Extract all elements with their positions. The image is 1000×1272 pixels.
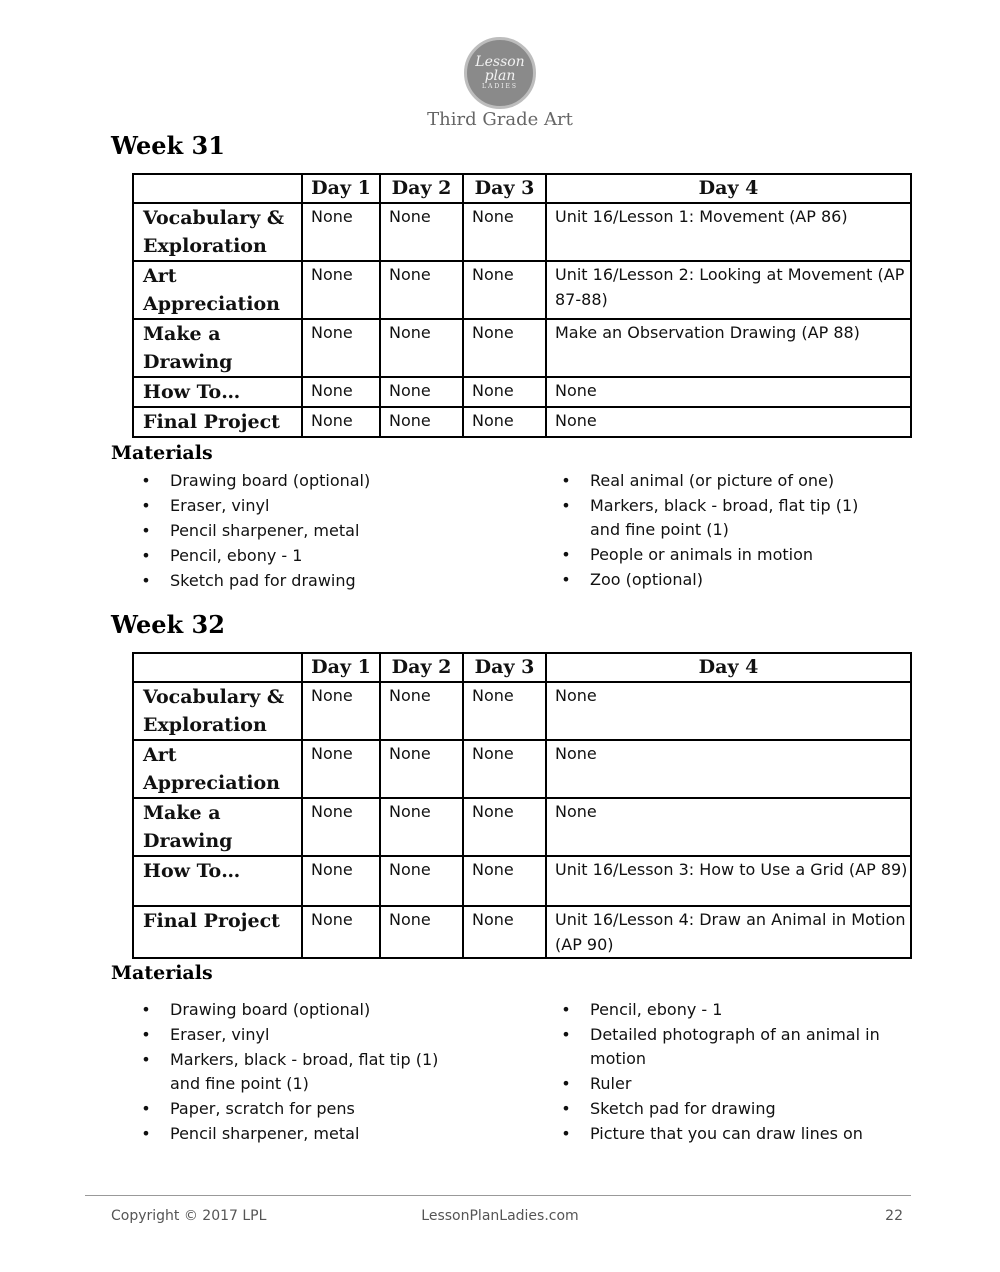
day-2-header: Day 2	[380, 653, 463, 682]
table-cell: None	[380, 377, 463, 407]
table-row	[133, 319, 911, 377]
table-cell: None	[302, 377, 380, 407]
day-4-header: Day 4	[546, 174, 911, 203]
table-cell: None	[546, 740, 911, 798]
corner-cell	[133, 653, 302, 682]
logo-word-2: plan	[484, 68, 516, 84]
bullet-icon: •	[561, 1025, 571, 1044]
list-item: • Markers, black - broad, flat tip (1) and fine point (1)	[141, 1050, 439, 1093]
row-label: Final Project	[133, 407, 302, 437]
list-item: • Picture that you can draw lines on	[560, 1122, 900, 1146]
week-31-materials-left	[140, 469, 500, 594]
week-31-heading: Week 31	[111, 131, 225, 160]
list-item: • Zoo (optional)	[560, 568, 880, 592]
week-32-materials-right	[560, 998, 900, 1147]
list-item: • Drawing board (optional)	[140, 469, 500, 493]
table-cell: None	[302, 319, 380, 377]
row-label: Vocabulary & Exploration	[133, 682, 302, 740]
bullet-icon: •	[561, 496, 571, 515]
row-label: Vocabulary & Exploration	[133, 203, 302, 261]
week-31-schedule-table	[132, 173, 912, 438]
bullet-icon: •	[141, 1124, 151, 1143]
table-cell: None	[380, 407, 463, 437]
list-item: • Sketch pad for drawing	[560, 1097, 900, 1121]
table-cell: None	[546, 377, 911, 407]
table-row	[133, 407, 911, 437]
table-cell: None	[302, 856, 380, 906]
bullet-icon: •	[141, 471, 151, 490]
list-item: • Eraser, vinyl	[140, 1023, 470, 1047]
list-item: • Pencil, ebony - 1	[140, 544, 500, 568]
list-item: • Real animal (or picture of one)	[560, 469, 880, 493]
table-cell: None	[302, 203, 380, 261]
table-cell: None	[546, 798, 911, 856]
table-cell: None	[463, 261, 546, 319]
row-label: Make a Drawing	[133, 798, 302, 856]
list-item: • Ruler	[560, 1072, 900, 1096]
logo-word-1: Lesson	[475, 54, 525, 70]
bullet-icon: •	[141, 1000, 151, 1019]
table-cell: Unit 16/Lesson 4: Draw an Animal in Motion (AP 90)	[546, 906, 911, 958]
week-31-materials-heading: Materials	[111, 442, 213, 464]
footer-divider	[85, 1195, 911, 1196]
week-32-schedule-table	[132, 652, 912, 959]
table-cell: None	[302, 740, 380, 798]
day-1-header: Day 1	[302, 174, 380, 203]
list-item: • Paper, scratch for pens	[140, 1097, 470, 1121]
list-item: • Sketch pad for drawing	[140, 569, 500, 593]
bullet-icon: •	[561, 1074, 571, 1093]
table-cell: None	[463, 203, 546, 261]
bullet-icon: •	[561, 1124, 571, 1143]
bullet-icon: •	[141, 571, 151, 590]
list-item: • Drawing board (optional)	[140, 998, 470, 1022]
bullet-icon: •	[561, 570, 571, 589]
day-2-header: Day 2	[380, 174, 463, 203]
table-cell: None	[380, 261, 463, 319]
corner-cell	[133, 174, 302, 203]
table-cell: None	[546, 407, 911, 437]
table-cell: None	[380, 203, 463, 261]
table-cell: Make an Observation Drawing (AP 88)	[546, 319, 911, 377]
table-row	[133, 798, 911, 856]
footer-copyright: Copyright © 2017 LPL	[111, 1208, 267, 1224]
row-label: How To…	[133, 856, 302, 906]
document-subtitle: Third Grade Art	[427, 109, 573, 130]
week-32-materials-left	[140, 998, 470, 1147]
table-cell: None	[302, 798, 380, 856]
table-row	[133, 377, 911, 407]
bullet-icon: •	[141, 496, 151, 515]
list-item: • Pencil sharpener, metal	[140, 1122, 470, 1146]
table-header-row	[133, 653, 911, 682]
table-row	[133, 203, 911, 261]
list-item: • Markers, black - broad, flat tip (1) and fine point (1)	[561, 496, 859, 539]
week-32-heading: Week 32	[111, 610, 225, 639]
table-cell: None	[380, 740, 463, 798]
bullet-icon: •	[141, 1025, 151, 1044]
row-label: Art Appreciation	[133, 740, 302, 798]
bullet-icon: •	[561, 471, 571, 490]
table-cell: None	[463, 798, 546, 856]
table-row	[133, 261, 911, 319]
list-item: • Pencil, ebony - 1	[560, 998, 900, 1022]
table-cell: None	[302, 906, 380, 958]
day-1-header: Day 1	[302, 653, 380, 682]
bullet-icon: •	[141, 1099, 151, 1118]
table-row	[133, 682, 911, 740]
table-cell: None	[546, 682, 911, 740]
table-cell: None	[463, 319, 546, 377]
bullet-icon: •	[561, 1000, 571, 1019]
table-cell: None	[463, 740, 546, 798]
day-4-header: Day 4	[546, 653, 911, 682]
list-item: • Eraser, vinyl	[140, 494, 500, 518]
logo-word-3: LADIES	[482, 83, 518, 90]
table-cell: None	[302, 682, 380, 740]
row-label: Art Appreciation	[133, 261, 302, 319]
table-cell: None	[463, 377, 546, 407]
table-header-row	[133, 174, 911, 203]
table-cell: None	[380, 798, 463, 856]
row-label: Final Project	[133, 906, 302, 958]
bullet-icon: •	[141, 521, 151, 540]
table-cell: Unit 16/Lesson 2: Looking at Movement (AP 87-88)	[546, 261, 911, 319]
table-cell: None	[463, 906, 546, 958]
table-cell: Unit 16/Lesson 3: How to Use a Grid (AP 89)	[546, 856, 911, 906]
table-cell: None	[380, 319, 463, 377]
table-cell: None	[380, 856, 463, 906]
list-item: • Pencil sharpener, metal	[140, 519, 500, 543]
lesson-plan-ladies-logo	[464, 37, 536, 109]
table-cell: None	[463, 856, 546, 906]
list-item: • Detailed photograph of an animal in motion	[561, 1025, 880, 1068]
table-row	[133, 740, 911, 798]
bullet-icon: •	[561, 1099, 571, 1118]
bullet-icon: •	[141, 1050, 151, 1069]
row-label: How To…	[133, 377, 302, 407]
week-31-materials-right	[560, 469, 880, 593]
week-32-materials-heading: Materials	[111, 962, 213, 984]
bullet-icon: •	[141, 546, 151, 565]
table-cell: None	[302, 407, 380, 437]
row-label: Make a Drawing	[133, 319, 302, 377]
page-number: 22	[885, 1208, 903, 1224]
list-item: • People or animals in motion	[560, 543, 880, 567]
table-cell: Unit 16/Lesson 1: Movement (AP 86)	[546, 203, 911, 261]
table-cell: None	[380, 682, 463, 740]
table-cell: None	[463, 407, 546, 437]
day-3-header: Day 3	[463, 653, 546, 682]
footer-site: LessonPlanLadies.com	[421, 1208, 579, 1224]
table-row	[133, 856, 911, 906]
table-cell: None	[302, 261, 380, 319]
table-row	[133, 906, 911, 958]
bullet-icon: •	[561, 545, 571, 564]
day-3-header: Day 3	[463, 174, 546, 203]
table-cell: None	[463, 682, 546, 740]
table-cell: None	[380, 906, 463, 958]
